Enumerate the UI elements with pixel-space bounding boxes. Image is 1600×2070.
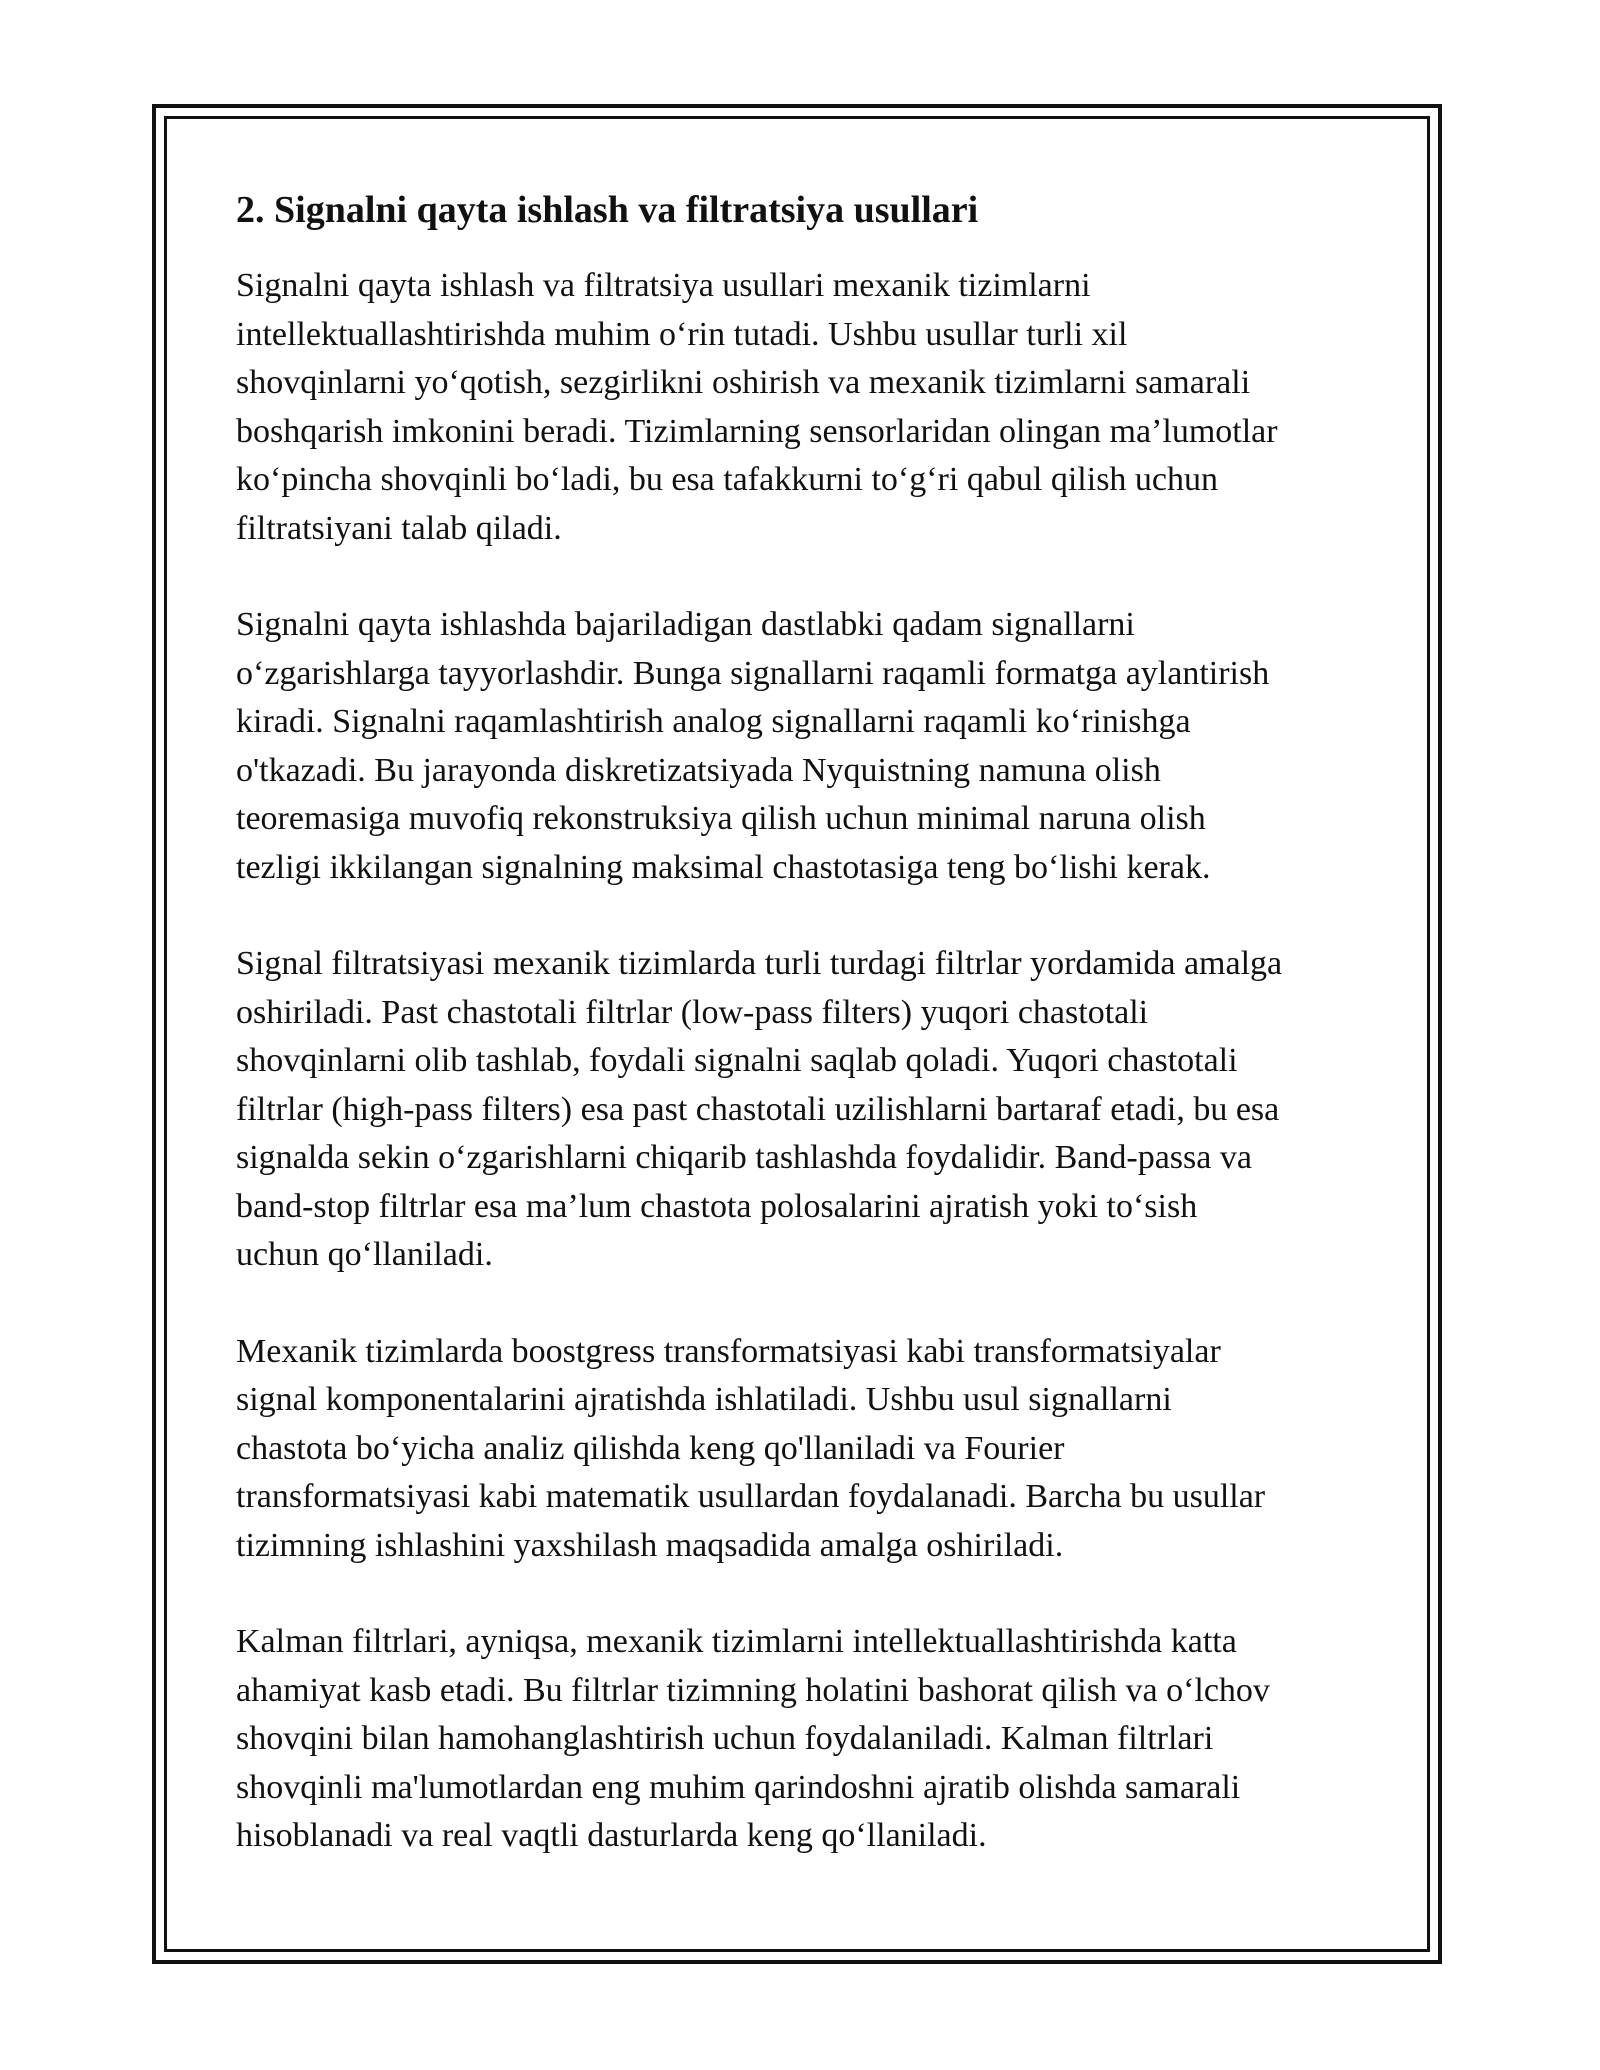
document-body	[236, 186, 1386, 1909]
paragraph-2: Signalni qayta ishlashda bajariladigan dastlabki qadam signallarni o‘zgarishlarga tayyorlashdir. Bunga signallarni raqamli formatga aylantirish kiradi. Signalni raqamlashtirish analog signallarni raqamli ko‘rinishga o'tkazadi. Bu jarayonda diskretizatsiyada Nyquistning namuna olish teoremasiga muvofiq rekonstruksiya qilish uchun minimal naruna olish tezligi ikkilangan signalning maksimal chastotasiga teng bo‘lishi kerak.	[236, 606, 1270, 886]
paragraph-3: Signal filtratsiyasi mexanik tizimlarda turli turdagi filtrlar yordamida amalga oshiriladi. Past chastotali filtrlar (low-pass filters) yuqori chastotali shovqinlarni olib tashlab, foydali signalni saqlab qoladi. Yuqori chastotali filtrlar (high-pass filters) esa past chastotali uzilishlarni bartaraf etadi, bu esa signalda sekin o‘zgarishlarni chiqarib tashlashda foydalidir. Band-passa va band-stop filtrlar esa ma’lum chastota polosalarini ajratish yoki to‘sish uchun qo‘llaniladi.	[236, 945, 1283, 1273]
paragraph-1: Signalni qayta ishlash va filtratsiya usullari mexanik tizimlarni intellektuallashtirishda muhim o‘rin tutadi. Ushbu usullar turli xil shovqinlarni yo‘qotish, sezgirlikni oshirish va mexanik tizimlarni samarali boshqarish imkonini beradi. Tizimlarning sensorlaridan olingan ma’lumotlar ko‘pincha shovqinli bo‘ladi, bu esa tafakkurni to‘g‘ri qabul qilish uchun filtratsiyani talab qiladi.	[236, 267, 1278, 547]
paragraph-4: Mexanik tizimlarda boostgress transformatsiyasi kabi transformatsiyalar signal komponentalarini ajratishda ishlatiladi. Ushbu usul signallarni chastota bo‘yicha analiz qilishda keng qo'llaniladi va Fourier transformatsiyasi kabi matematik usullardan foydalanadi. Barcha bu usullar tizimning ishlashini yaxshilash maqsadida amalga oshiriladi.	[236, 1332, 1266, 1564]
section-heading: 2. Signalni qayta ishlash va filtratsiya usullari	[236, 189, 979, 231]
paragraph-5: Kalman filtrlari, ayniqsa, mexanik tizimlarni intellektuallashtirishda katta ahamiyat kasb etadi. Bu filtrlar tizimning holatini bashorat qilish va o‘lchov shovqini bilan hamohanglashtirish uchun foydalaniladi. Kalman filtrlari shovqinli ma'lumotlardan eng muhim qarindoshni ajratib olishda samarali hisoblanadi va real vaqtli dasturlarda keng qo‘llaniladi.	[236, 1623, 1270, 1854]
